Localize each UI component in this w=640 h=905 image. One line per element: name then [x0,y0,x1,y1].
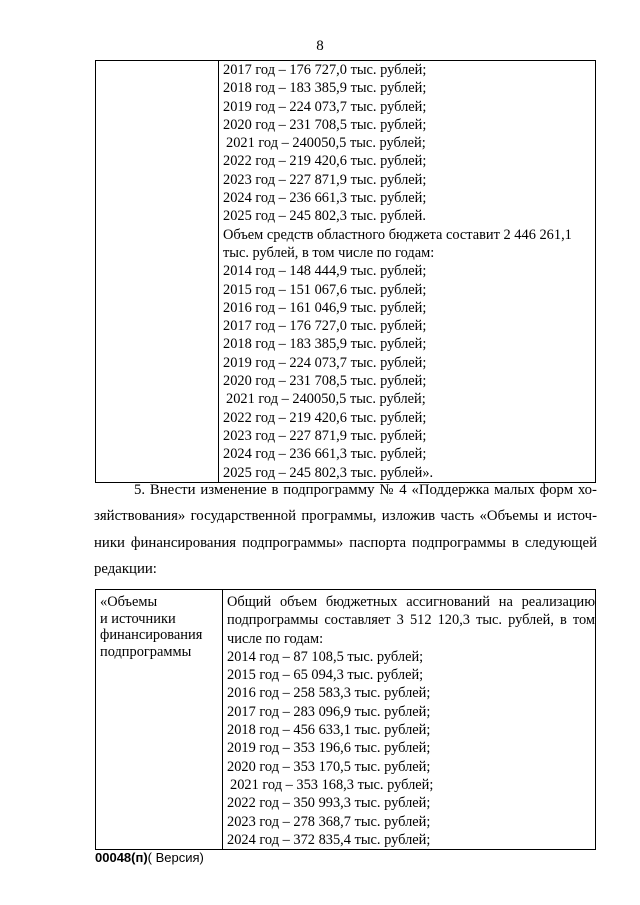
table1-line: 2020 год – 231 708,5 тыс. рублей; [223,373,427,390]
table1-line: 2023 год – 227 871,9 тыс. рублей; [223,171,427,188]
table1-line: 2015 год – 151 067,6 тыс. рублей; [223,281,427,298]
table2-line: числе по годам: [227,630,324,647]
table2-line: Общий объем бюджетных ассигнований на реализацию [227,594,595,610]
table1-line: 2020 год – 231 708,5 тыс. рублей; [223,116,427,133]
table1-line: 2019 год – 224 073,7 тыс. рублей; [223,354,427,371]
table1-line: 2016 год – 161 046,9 тыс. рублей; [223,299,427,316]
table2-line: 2021 год – 353 168,3 тыс. рублей; [230,776,434,793]
table1-line: 2024 год – 236 661,3 тыс. рублей; [223,446,427,463]
table2-line: 2023 год – 278 368,7 тыс. рублей; [227,813,431,830]
funding-table-continued [95,60,596,483]
table2-line: 2016 год – 258 583,3 тыс. рублей; [227,685,431,702]
table1-line: 2018 год – 183 385,9 тыс. рублей; [223,336,427,353]
table2-line: подпрограммы составляет 3 512 120,3 тыс. рублей, в том [227,612,595,629]
document-version: ( Версия) [147,850,204,865]
table1-line: 2014 год – 148 444,9 тыс. рублей; [223,263,427,280]
paragraph-line: редакции: [94,561,157,578]
table2-label-line: «Объемы [100,594,158,610]
table2-line: 2022 год – 350 993,3 тыс. рублей; [227,795,431,812]
paragraph-line: зяйствования» государственной программы, изложив часть «Объемы и источ- [94,508,597,525]
document-footer [95,850,204,866]
table2-left-cell [96,590,223,850]
page-number: 8 [316,38,324,54]
table2-line: 2019 год – 353 196,6 тыс. рублей; [227,740,431,757]
table1-line: 2025 год – 245 802,3 тыс. рублей. [223,208,426,225]
amendment-paragraph [94,477,597,583]
table2-line: 2024 год – 372 835,4 тыс. рублей; [227,831,431,848]
table1-line: тыс. рублей, в том числе по годам: [223,244,435,261]
paragraph-line: ники финансирования подпрограммы» паспорта подпрограммы в следующей [94,534,597,551]
table2-label-line: и источники [100,610,176,627]
table2-label-line: подпрограммы [100,643,192,660]
table1-line: 2022 год – 219 420,6 тыс. рублей; [223,409,427,426]
table1-line: Объем средств областного бюджета составит 2 446 261,1 [223,226,572,243]
table1-line: 2018 год – 183 385,9 тыс. рублей; [223,80,427,97]
table1-line: 2025 год – 245 802,3 тыс. рублей». [223,464,434,481]
table1-line: 2017 год – 176 727,0 тыс. рублей; [223,62,427,78]
table1-line: 2024 год – 236 661,3 тыс. рублей; [223,190,427,207]
table2-line: 2018 год – 456 633,1 тыс. рублей; [227,722,431,739]
table1-line: 2017 год – 176 727,0 тыс. рублей; [223,318,427,335]
table1-line: 2022 год – 219 420,6 тыс. рублей; [223,153,427,170]
table2-line: 2020 год – 353 170,5 тыс. рублей; [227,758,431,775]
table2-label-line: финансирования [100,627,203,643]
table1-line: 2019 год – 224 073,7 тыс. рублей; [223,98,427,115]
table1-line: 2021 год – 240050,5 тыс. рублей; [226,135,426,152]
table1-line: 2023 год – 227 871,9 тыс. рублей; [223,427,427,444]
table2-right-cell [223,590,596,850]
funding-table-new [95,589,596,850]
table1-left-cell [96,61,219,483]
paragraph-line: 5. Внести изменение в подпрограмму № 4 «Поддержка малых форм хо- [134,482,597,498]
table2-line: 2017 год – 283 096,9 тыс. рублей; [227,703,431,720]
table2-line: 2014 год – 87 108,5 тыс. рублей; [227,648,424,665]
table2-line: 2015 год – 65 094,3 тыс. рублей; [227,667,424,684]
table1-line: 2021 год – 240050,5 тыс. рублей; [226,391,426,408]
table1-right-cell [219,61,596,483]
document-code: 00048(п) [95,850,148,865]
